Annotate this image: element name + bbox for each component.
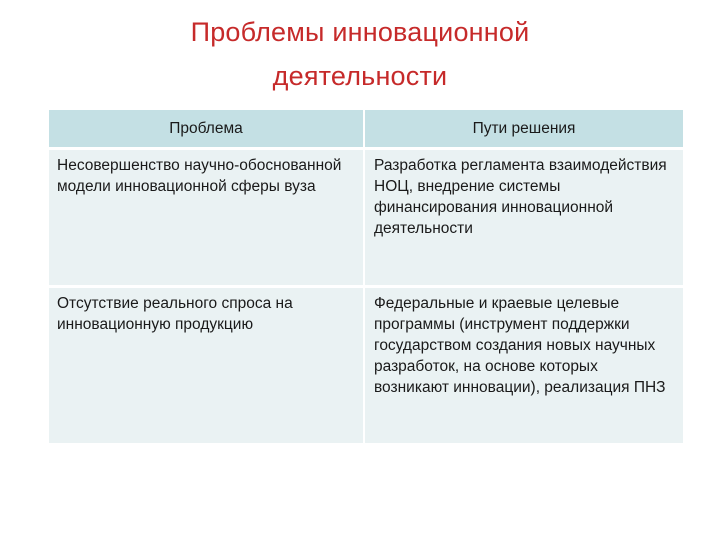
table-row: [49, 287, 683, 444]
table-header-row: [49, 110, 683, 149]
solution-cell: Федеральные и краевые целевые программы (инструмент поддержки государством создания новых научных разработок, на основе которых возникают инновации), реализация ПНЗ: [364, 287, 683, 444]
problem-cell: Отсутствие реального спроса на инновационную продукцию: [49, 287, 364, 444]
slide-title-line-2: деятельности: [272, 61, 448, 91]
slide-title-line-1: Проблемы инновационной: [190, 17, 530, 47]
header-solutions: Пути решения: [364, 110, 683, 149]
problem-cell: Несовершенство научно-обоснованной модели инновационной сферы вуза: [49, 149, 364, 287]
header-problem: Проблема: [49, 110, 364, 149]
table-row: [49, 149, 683, 287]
problems-table: [49, 110, 683, 443]
solution-cell: Разработка регламента взаимодействия НОЦ, внедрение системы финансирования инновационной деятельности: [364, 149, 683, 287]
slide-title: [0, 10, 720, 98]
